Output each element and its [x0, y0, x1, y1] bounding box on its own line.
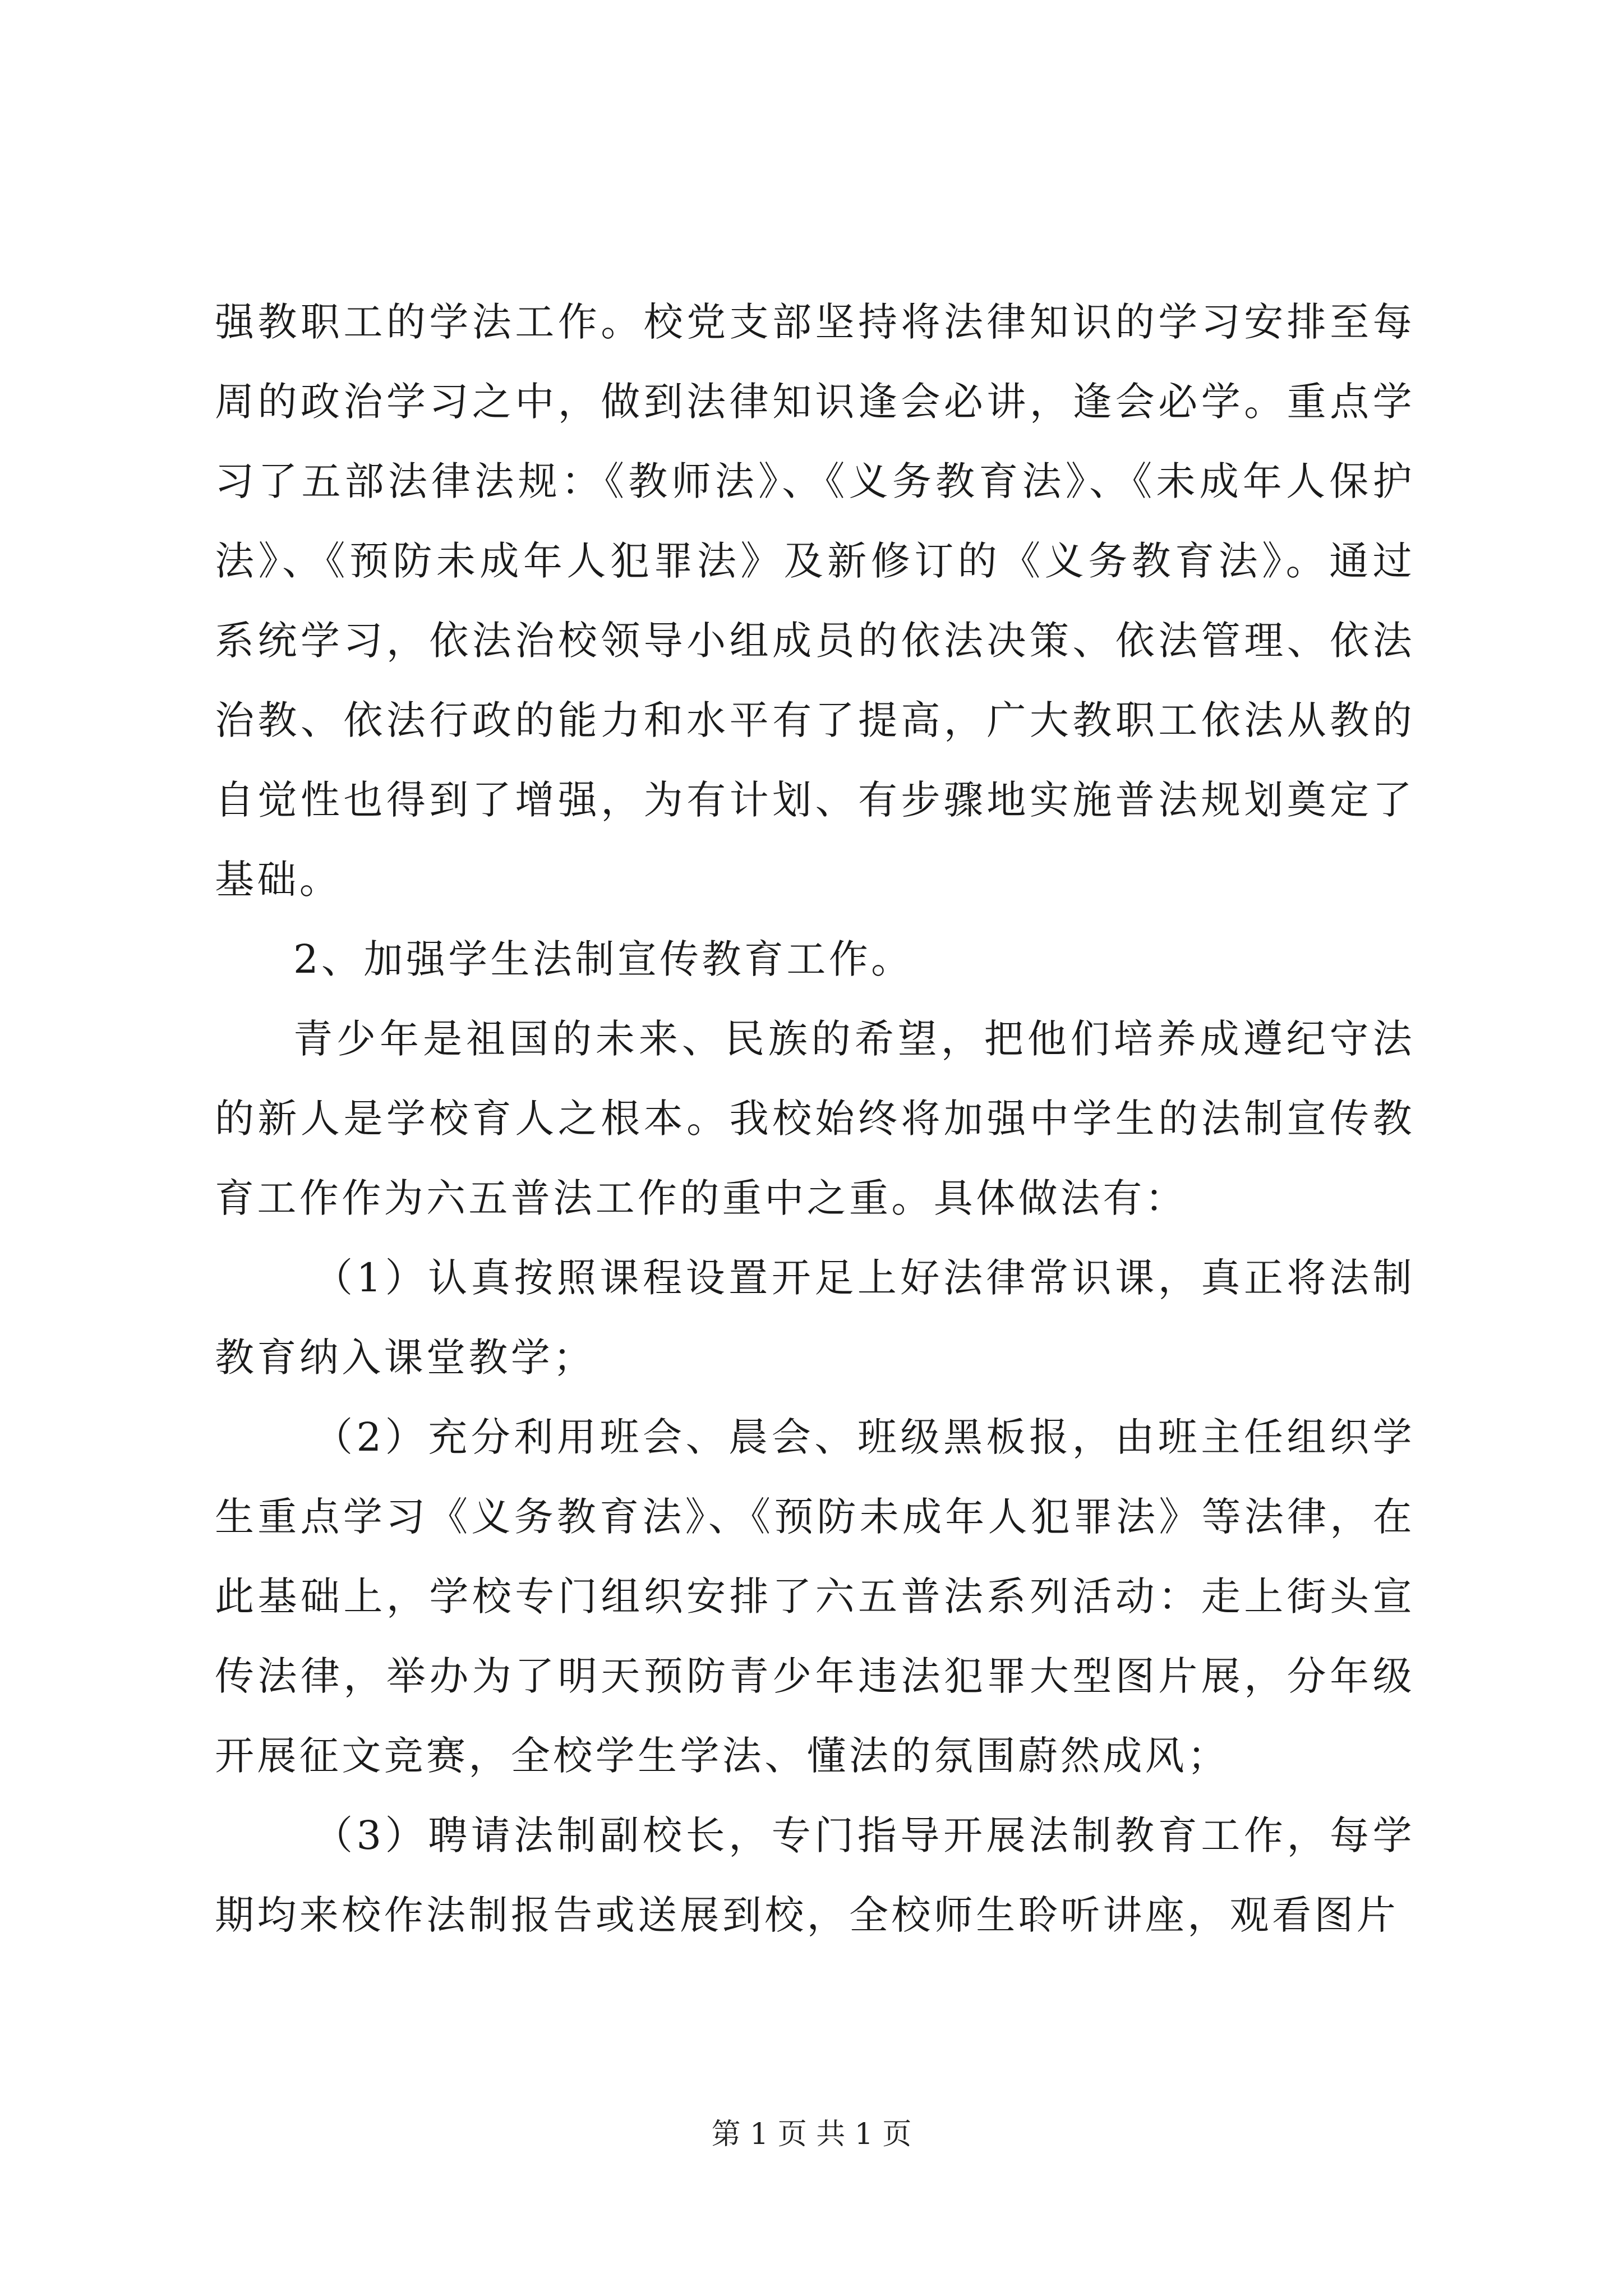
page-number-footer: 第 1 页 共 1 页	[711, 2118, 912, 2151]
paragraph-item-2: （2）充分利用班会、晨会、班级黑板报，由班主任组织学生重点学习《义务教育法》、《预防未成年人犯罪法》等法律，在此基础上，学校专门组织安排了六五普法系列活动：走上街头宣传法律，举办为了明天预防青少年违法犯罪大型图片展，分年级开展征文竞赛，全校学生学法、懂法的氛围蔚然成风；	[215, 1414, 1415, 1779]
paragraph-item-1: （1）认真按照课程设置开足上好法律常识课，真正将法制教育纳入课堂教学；	[215, 1255, 1415, 1381]
paragraph-staff-law-study: 强教职工的学法工作。校党支部坚持将法律知识的学习安排至每周的政治学习之中，做到法律知识逢会必讲，逢会必学。重点学习了五部法律法规：《教师法》、《义务教育法》、《未成年人保护法》、《预防未成年人犯罪法》及新修订的《义务教育法》。通过系统学习，依法治校领导小组成员的依法决策、依法管理、依法治教、依法行政的能力和水平有了提高，广大教职工依法从教的自觉性也得到了增强，为有计划、有步骤地实施普法规划奠定了基础。	[215, 299, 1415, 903]
paragraph-youth-education: 青少年是祖国的未来、民族的希望，把他们培养成遵纪守法的新人是学校育人之根本。我校始终将加强中学生的法制宣传教育工作作为六五普法工作的重中之重。具体做法有：	[215, 1016, 1415, 1221]
paragraph-heading-student-education: 2、加强学生法制宣传教育工作。	[293, 936, 914, 982]
document-body	[215, 282, 1415, 1955]
paragraph-item-3: （3）聘请法制副校长，专门指导开展法制教育工作，每学期均来校作法制报告或送展到校，全校师生聆听讲座，观看图片	[215, 1812, 1415, 1938]
